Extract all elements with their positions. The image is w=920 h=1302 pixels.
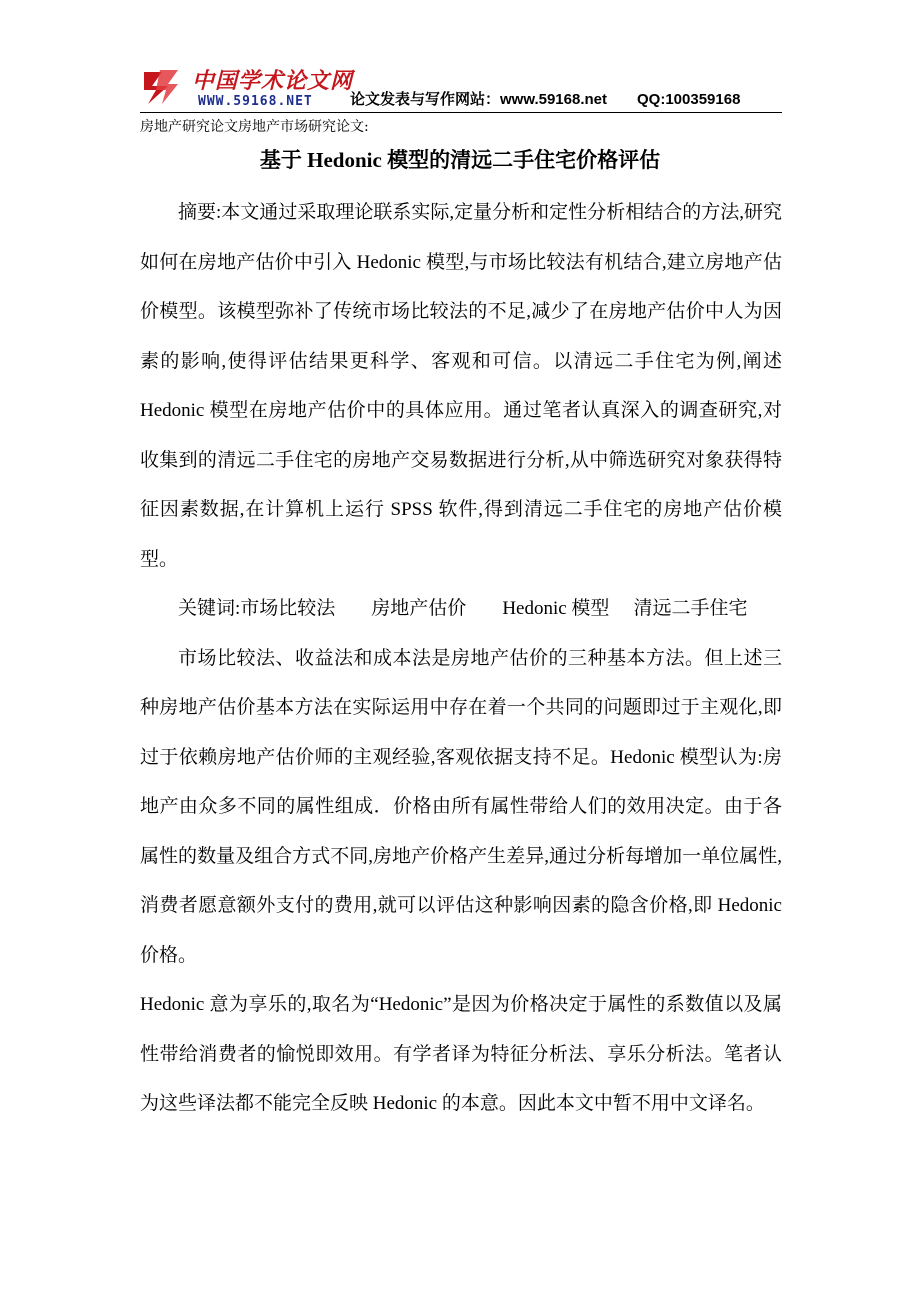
logo-url: WWW.59168.NET	[198, 94, 313, 109]
keywords-paragraph	[140, 584, 782, 634]
keyword-item: Hedonic 模型	[502, 598, 610, 619]
keyword-item: 清远二手住宅	[633, 598, 748, 619]
qq-number: QQ:100359168	[637, 91, 741, 108]
keywords-label: 关键词:	[178, 598, 241, 619]
body-paragraph-2: Hedonic 意为享乐的,取名为“Hedonic”是因为价格决定于属性的系数值以及属性带给消费者的愉悦即效用。有学者译为特征分析法、享乐分析法。笔者认为这些译法都不能完全反映 Hedonic 的本意。因此本文中暂不用中文译名。	[140, 994, 782, 1114]
logo-mark-icon	[140, 66, 182, 108]
header-divider	[140, 112, 782, 113]
page-header	[140, 58, 782, 114]
article-body	[140, 188, 782, 1129]
body-paragraph-1: 市场比较法、收益法和成本法是房地产估价的三种基本方法。但上述三种房地产估价基本方法在实际运用中存在着一个共同的问题即过于主观化,即过于依赖房地产估价师的主观经验,客观依据支持不足。Hedonic 模型认为:房地产由众多不同的属性组成．价格由所有属性带给人们的效用决定。由于各属性的数量及组合方式不同,房地产价格产生差异,通过分析每增加一单位属性,消费者愿意额外支付的费用,就可以评估这种影响因素的隐含价格,即 Hedonic 价格。	[140, 647, 782, 966]
site-info-link[interactable]: 论文发表与写作网站：www.59168.net	[350, 91, 607, 108]
breadcrumb: 房地产研究论文房地产市场研究论文:	[140, 119, 369, 135]
keyword-item: 市场比较法	[240, 598, 336, 619]
header-info	[350, 88, 740, 109]
page-title: 基于 Hedonic 模型的清远二手住宅价格评估	[259, 148, 661, 172]
abstract-paragraph: 摘要:本文通过采取理论联系实际,定量分析和定性分析相结合的方法,研究如何在房地产估价中引入 Hedonic 模型,与市场比较法有机结合,建立房地产估价模型。该模型弥补了传统市场比较法的不足,减少了在房地产估价中人为因素的影响,使得评估结果更科学、客观和可信。以清远二手住宅为例,阐述 Hedonic 模型在房地产估价中的具体应用。通过笔者认真深入的调查研究,对收集到的清远二手住宅的房地产交易数据进行分析,从中筛选研究对象获得特征因素数据,在计算机上运行 SPSS 软件,得到清远二手住宅的房地产估价模型。	[140, 202, 782, 570]
site-logo[interactable]	[140, 62, 354, 112]
logo-title: 中国学术论文网	[192, 69, 354, 94]
keyword-item: 房地产估价	[371, 598, 467, 619]
